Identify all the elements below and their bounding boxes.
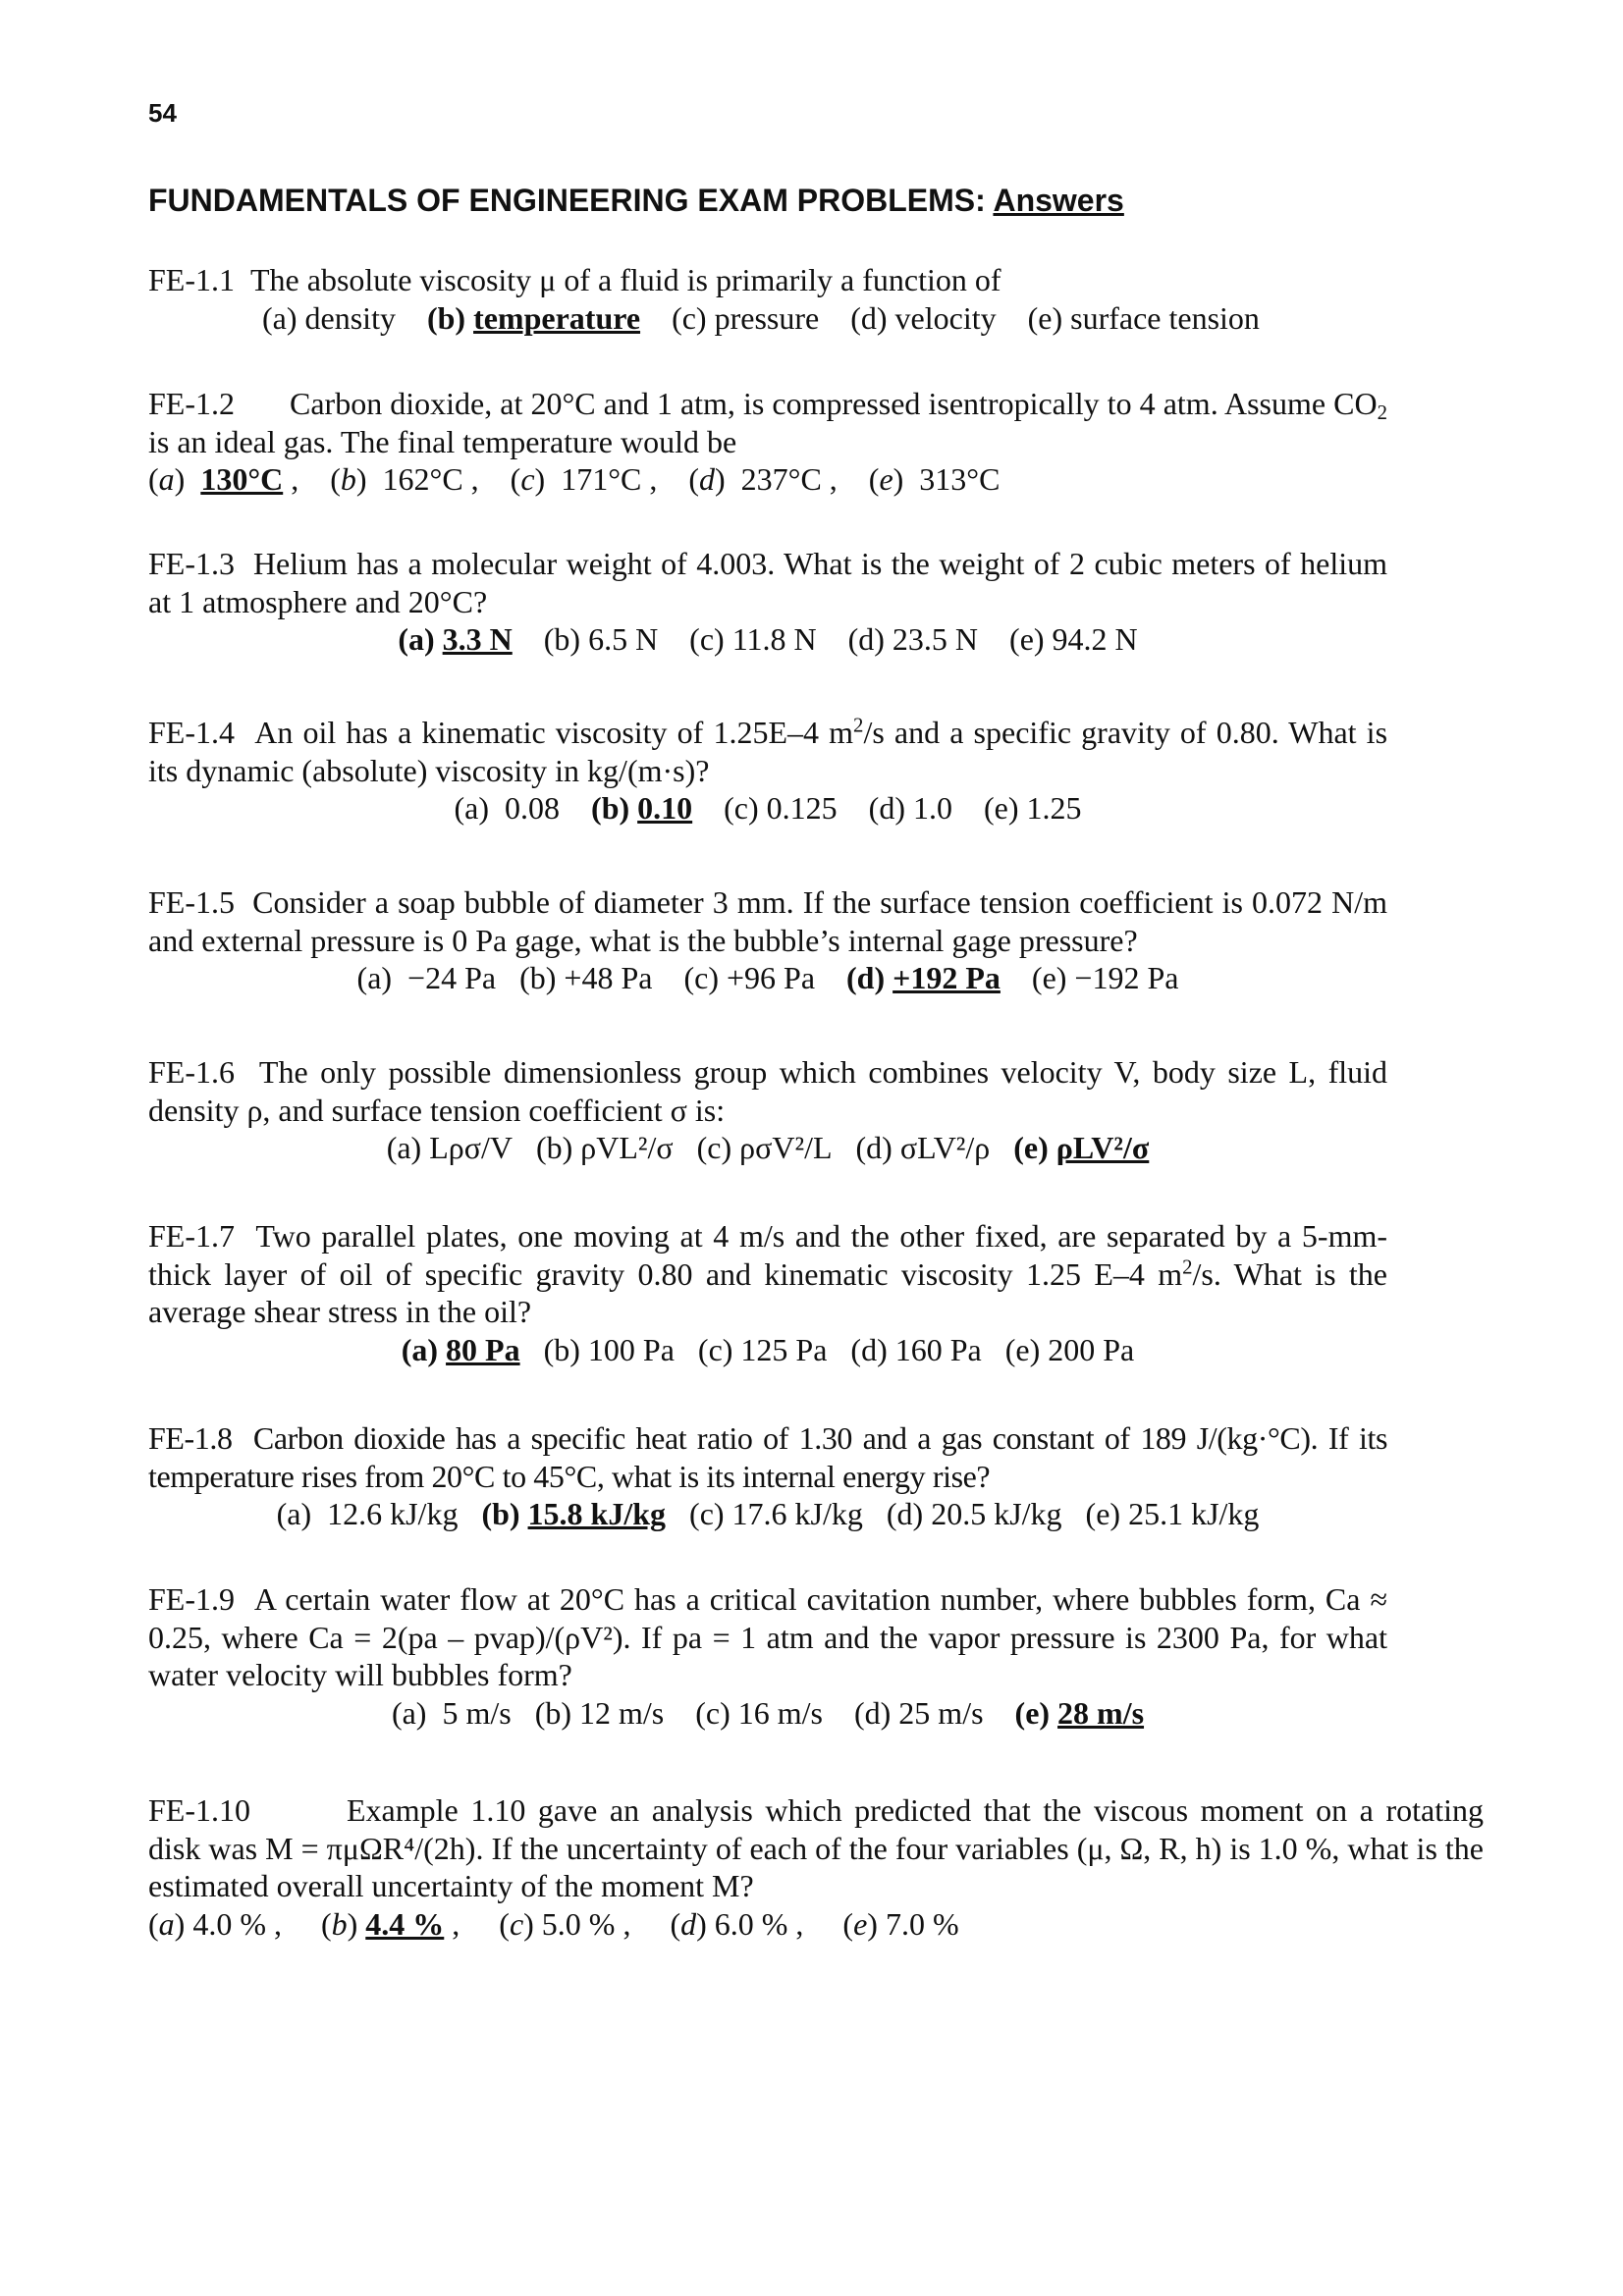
option-c: (c) pressure (672, 299, 820, 336)
problem-fe-1-10 (148, 1791, 1484, 1943)
problem-id: FE-1.7 (148, 1218, 235, 1254)
problem-text: A certain water flow at 20°C has a critical cavitation number, where bubbles form, Ca ≈ 0.25, where Ca = 2(pa – pvap)/(ρV²). If pa = 1 atm and the vapor pressure is 2300 Pa, for what water velocity will bubbles form? (148, 1581, 1388, 1692)
option-b-correct: (b) temperature (426, 299, 641, 336)
problem-fe-1-8 (148, 1419, 1387, 1533)
option-a: (a) 4.0 % (148, 1905, 266, 1942)
option-c: (c) 0.125 (724, 790, 838, 826)
option-e: (e) 94.2 N (1009, 621, 1138, 657)
problem-fe-1-2 (148, 385, 1387, 499)
option-a: (a) 0.08 (454, 790, 561, 826)
option-d: (d) 25 m/s (853, 1694, 984, 1731)
option-a: (a) 12.6 kJ/kg (276, 1496, 459, 1531)
heading-title: FUNDAMENTALS OF ENGINEERING EXAM PROBLEMS: (148, 183, 986, 218)
answer-options (148, 299, 1387, 338)
page-number: 54 (148, 98, 177, 128)
option-c: (c) ρσV²/L (696, 1130, 833, 1165)
option-c: (c) 5.0 % (499, 1905, 616, 1942)
option-d: (d) 23.5 N (847, 621, 979, 657)
problem-id: FE-1.5 (148, 884, 235, 920)
option-e: (e) 25.1 kJ/kg (1085, 1496, 1260, 1531)
option-b: (b) 162°C (330, 461, 463, 497)
option-d: (d) 160 Pa (850, 1331, 982, 1367)
option-b: (b) ρVL²/σ (535, 1130, 674, 1165)
answer-options (148, 1495, 1387, 1533)
option-b: (b) +48 Pa (519, 960, 653, 995)
problem-fe-1-9 (148, 1580, 1387, 1732)
answer-options (148, 959, 1387, 997)
problem-text: The absolute viscosity μ of a fluid is primarily a function of (250, 262, 1001, 297)
problem-text: Two parallel plates, one moving at 4 m/s and the other fixed, are separated by a 5-mm-thick layer of oil of specific gravity 0.80 and kinematic viscosity 1.25 E–4 $m^2/s$. What is the average shear stress in the oil? (148, 1218, 1388, 1329)
option-b: (b) 12 m/s (534, 1694, 665, 1731)
option-d: (d) 6.0 % (670, 1905, 788, 1942)
option-e: (e) 1.25 (983, 790, 1082, 826)
problem-id: FE-1.6 (148, 1054, 235, 1090)
option-c: (c) 125 Pa (697, 1331, 828, 1367)
problem-id: FE-1.9 (148, 1581, 235, 1617)
problem-text: Carbon dioxide, at 20°C and 1 atm, is compressed isentropically to 4 atm. Assume $CO_2$ is an ideal gas. The final temperature would be (148, 386, 1387, 459)
problem-id: FE-1.10 (148, 1792, 250, 1828)
option-e: (e) 7.0 % (842, 1905, 959, 1942)
option-a-correct: (a) 3.3 N (398, 621, 513, 657)
problem-id: FE-1.3 (148, 546, 235, 581)
option-e: (e) 313°C (868, 461, 1001, 497)
option-e-correct: (e) 28 m/s (1014, 1694, 1145, 1731)
page-heading (148, 183, 1124, 219)
option-b-correct: (b) 0.10 (591, 790, 693, 826)
option-c: (c) 11.8 N (689, 621, 817, 657)
option-c: (c) 16 m/s (695, 1694, 823, 1731)
option-c: (c) 17.6 kJ/kg (689, 1496, 863, 1531)
option-e: (e) surface tension (1027, 299, 1260, 336)
problem-fe-1-5 (148, 883, 1387, 997)
option-e: (e) 200 Pa (1004, 1331, 1135, 1367)
problem-id: FE-1.1 (148, 262, 235, 297)
answer-options (148, 1694, 1387, 1733)
option-e-correct: (e) ρLV²/σ (1013, 1130, 1150, 1165)
answer-options (148, 1331, 1387, 1369)
option-d: (d) 20.5 kJ/kg (886, 1496, 1062, 1531)
option-b: (b) 100 Pa (543, 1331, 675, 1367)
option-a-correct: (a) 80 Pa (401, 1331, 520, 1367)
option-d: (d) velocity (850, 299, 997, 336)
heading-answers: Answers (993, 183, 1124, 218)
problem-fe-1-1 (148, 261, 1387, 337)
problem-text: An oil has a kinematic viscosity of 1.25E–4 $m^2/s$ and a specific gravity of 0.80. What is its dynamic (absolute) viscosity in kg/(m·s)? (148, 714, 1388, 788)
option-c: (c) 171°C (510, 461, 642, 497)
problem-text: Consider a soap bubble of diameter 3 mm. If the surface tension coefficient is 0.072 N/m and external pressure is 0 Pa gage, what is the bubble’s internal gage pressure? (148, 884, 1388, 958)
option-b-correct: (b) 4.4 % (320, 1905, 445, 1942)
problem-text: Carbon dioxide has a specific heat ratio of 1.30 and a gas constant of 189 J/(kg·°C). If its temperature rises from 20°C to 45°C, what is its internal energy rise? (148, 1420, 1388, 1494)
option-d: (d) 237°C (688, 461, 822, 497)
answer-options (148, 620, 1387, 659)
option-a: (a) Lρσ/V (386, 1130, 513, 1165)
problem-fe-1-6 (148, 1053, 1387, 1167)
answer-options (148, 1129, 1387, 1167)
problem-id: FE-1.8 (148, 1420, 233, 1456)
option-a: (a) 5 m/s (391, 1694, 512, 1731)
problem-id: FE-1.4 (148, 715, 235, 750)
option-b-correct: (b) 15.8 kJ/kg (481, 1496, 667, 1531)
option-b: (b) 6.5 N (543, 621, 659, 657)
problem-text: The only possible dimensionless group which combines velocity V, body size L, fluid density ρ, and surface tension coefficient σ is: (148, 1054, 1388, 1128)
option-d: (d) 1.0 (868, 790, 952, 826)
problem-fe-1-3 (148, 545, 1387, 659)
option-e: (e) −192 Pa (1031, 960, 1179, 995)
option-a-correct: (a) 130°C (148, 461, 284, 497)
option-a: (a) −24 Pa (356, 960, 497, 995)
answer-options: (a) 4.0 % , (b) 4.4 % , (c) 5.0 % , (d) 6.0 % , (e) 7.0 % (148, 1905, 959, 1942)
problem-text: Helium has a molecular weight of 4.003. What is the weight of 2 cubic meters of helium at 1 atmosphere and 20°C? (148, 546, 1387, 619)
problem-fe-1-4 (148, 714, 1387, 828)
answer-options: (a) 130°C , (b) 162°C , (c) 171°C , (d) 237°C , (e) 313°C (148, 461, 1001, 497)
option-a: (a) density (262, 299, 396, 336)
option-c: (c) +96 Pa (683, 960, 816, 995)
problem-fe-1-7 (148, 1217, 1387, 1368)
problem-id: FE-1.2 (148, 386, 235, 421)
problem-text: Example 1.10 gave an analysis which predicted that the viscous moment on a rotating disk was M = πμΩR⁴/(2h). If the uncertainty of each of the four variables (μ, Ω, R, h) is 1.0 %, what is the estimated overall uncertainty of the moment M? (148, 1792, 1484, 1903)
answer-options (148, 789, 1387, 828)
option-d: (d) σLV²/ρ (855, 1130, 991, 1165)
option-d-correct: (d) +192 Pa (846, 960, 1001, 995)
